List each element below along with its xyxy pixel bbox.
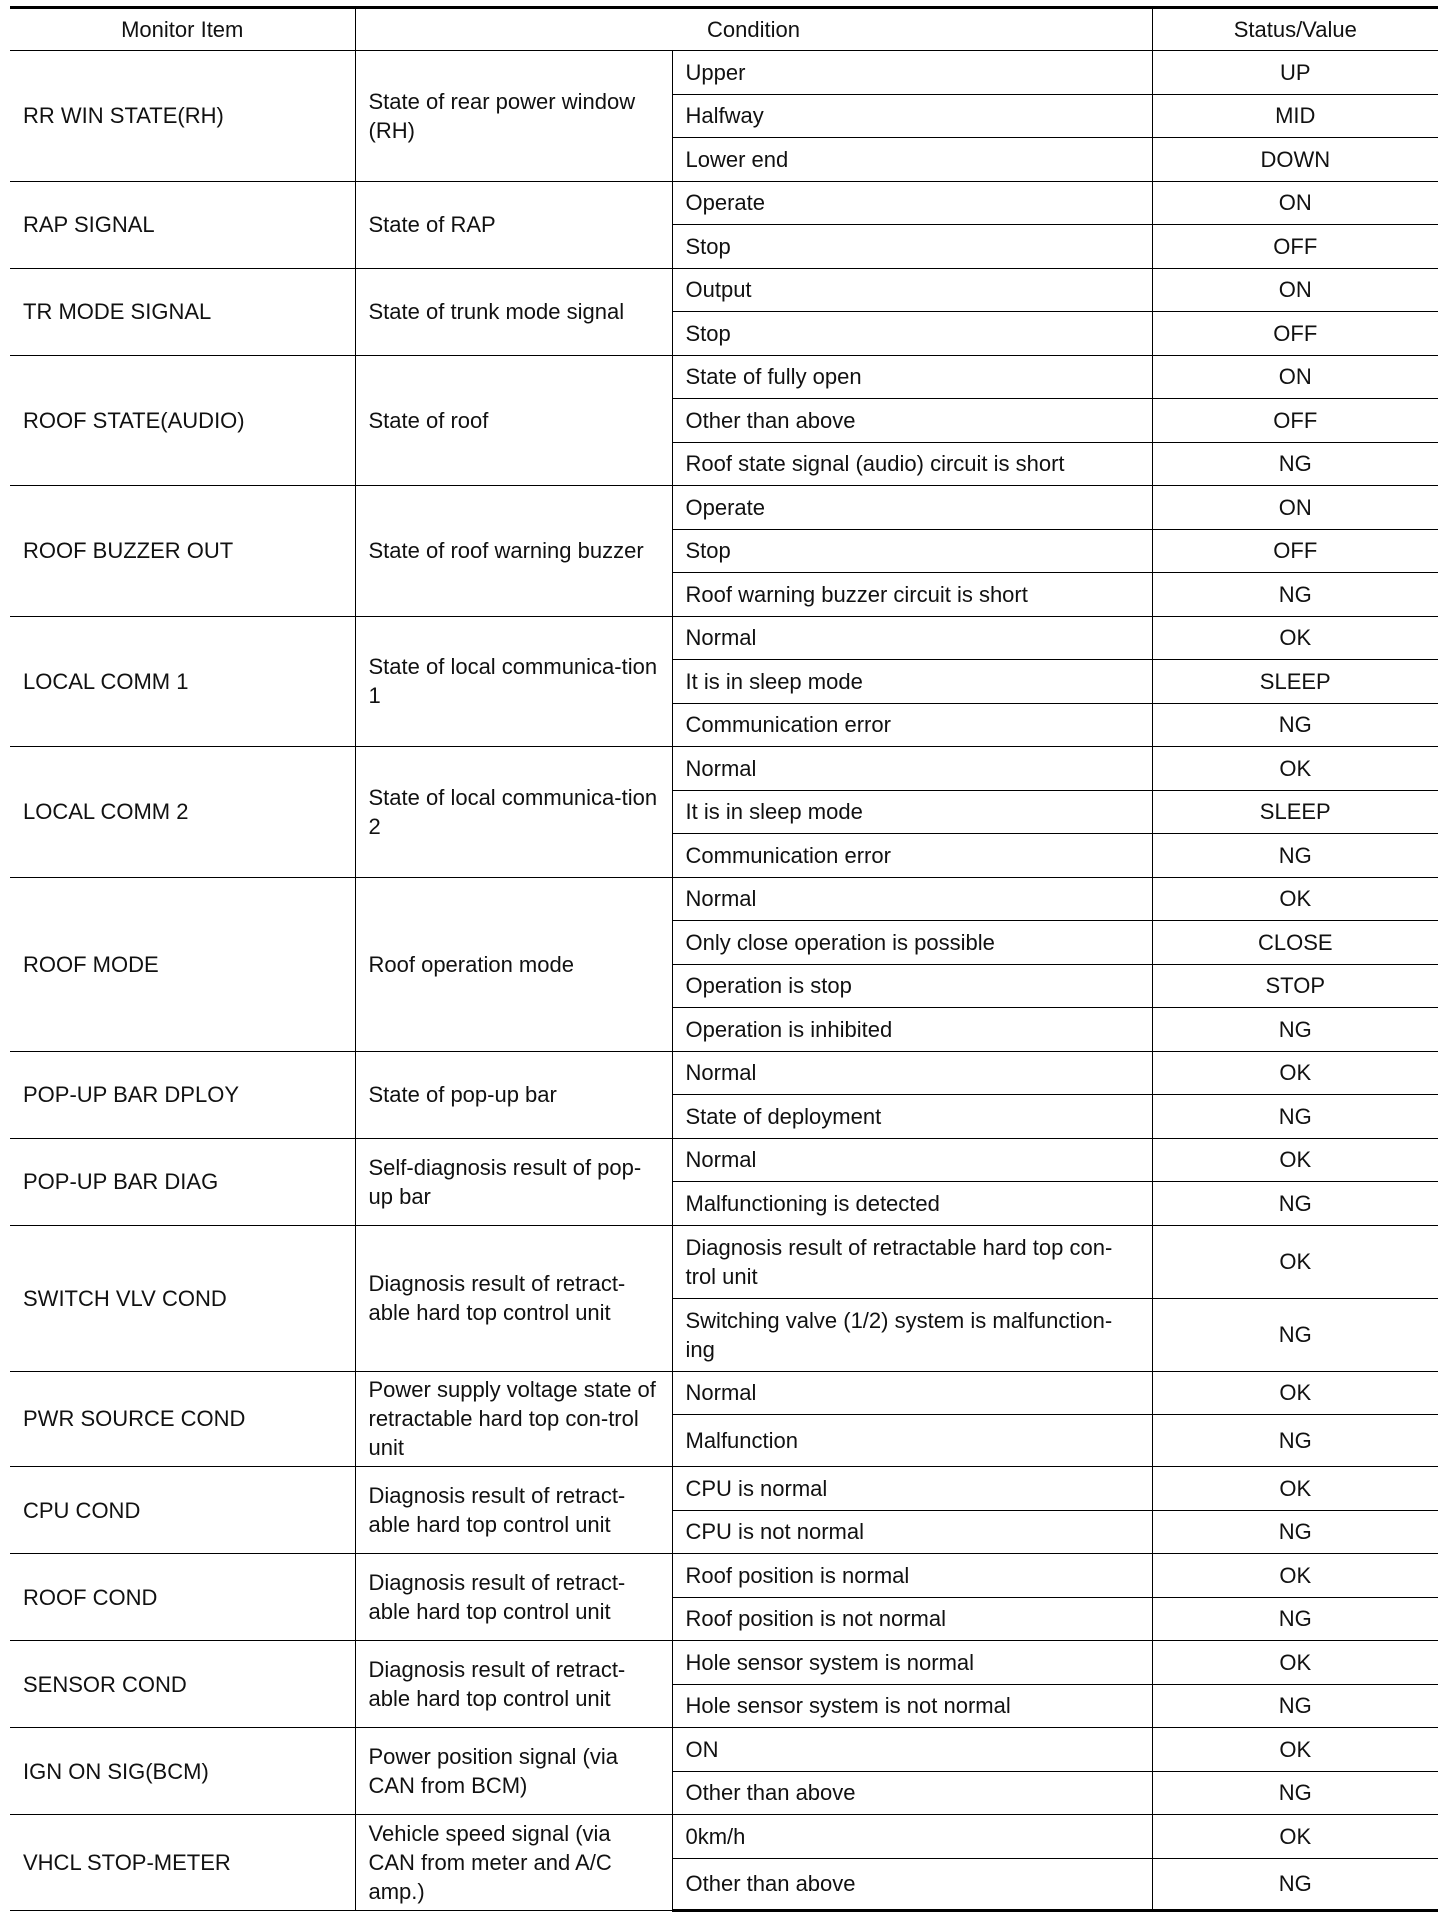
table-row [10,747,1438,791]
monitor-item-cell: ROOF MODE [10,877,355,1051]
status-value-cell: OFF [1152,312,1438,356]
status-value-cell: OK [1152,1225,1438,1298]
status-value-cell: ON [1152,181,1438,225]
status-value-cell: NG [1152,1771,1438,1815]
monitor-item-cell: ROOF STATE(AUDIO) [10,355,355,486]
condition-detail-cell: Switching valve (1/2) system is malfunction-ing [672,1298,1152,1371]
status-value-cell: OK [1152,1467,1438,1511]
status-value-cell: NG [1152,1095,1438,1139]
monitor-item-cell: VHCL STOP-METER [10,1815,355,1911]
table-row [10,268,1438,312]
condition-detail-cell: Stop [672,529,1152,573]
monitor-item-cell: LOCAL COMM 1 [10,616,355,747]
condition-detail-cell: Hole sensor system is not normal [672,1684,1152,1728]
condition-description-cell: Power supply voltage state of retractable hard top con-trol unit [355,1371,672,1467]
monitor-item-table [10,6,1438,1912]
status-value-cell: OK [1152,747,1438,791]
condition-detail-cell: State of fully open [672,355,1152,399]
condition-detail-cell: Other than above [672,1771,1152,1815]
condition-detail-cell: Communication error [672,703,1152,747]
condition-description-cell: Self-diagnosis result of pop-up bar [355,1138,672,1225]
status-value-cell: NG [1152,1684,1438,1728]
monitor-item-cell: SENSOR COND [10,1641,355,1728]
table-row [10,1051,1438,1095]
condition-detail-cell: Normal [672,1371,1152,1415]
condition-detail-cell: It is in sleep mode [672,660,1152,704]
condition-description-cell: State of local communica-tion 2 [355,747,672,878]
condition-detail-cell: Normal [672,747,1152,791]
status-value-cell: OK [1152,1138,1438,1182]
condition-detail-cell: CPU is not normal [672,1510,1152,1554]
status-value-cell: ON [1152,268,1438,312]
condition-detail-cell: Normal [672,877,1152,921]
status-value-cell: NG [1152,834,1438,878]
condition-detail-cell: Roof position is normal [672,1554,1152,1598]
status-value-cell: NG [1152,1597,1438,1641]
condition-description-cell: Diagnosis result of retract-able hard top control unit [355,1554,672,1641]
condition-detail-cell: Hole sensor system is normal [672,1641,1152,1685]
condition-description-cell: Diagnosis result of retract-able hard top control unit [355,1641,672,1728]
condition-detail-cell: Upper [672,51,1152,95]
condition-description-cell: State of rear power window (RH) [355,51,672,182]
status-value-cell: NG [1152,573,1438,617]
status-value-cell: OFF [1152,225,1438,269]
monitor-item-cell: RAP SIGNAL [10,181,355,268]
monitor-item-cell: TR MODE SIGNAL [10,268,355,355]
condition-detail-cell: Malfunction [672,1415,1152,1467]
table-row [10,181,1438,225]
condition-description-cell: Diagnosis result of retract-able hard top control unit [355,1225,672,1371]
status-value-cell: OK [1152,1051,1438,1095]
table-header [10,8,1438,51]
condition-detail-cell: Operate [672,181,1152,225]
condition-detail-cell: CPU is normal [672,1467,1152,1511]
condition-detail-cell: Diagnosis result of retractable hard top con-trol unit [672,1225,1152,1298]
table-row [10,877,1438,921]
status-value-cell: NG [1152,1510,1438,1554]
condition-description-cell: State of trunk mode signal [355,268,672,355]
monitor-item-cell: SWITCH VLV COND [10,1225,355,1371]
table-row [10,1467,1438,1511]
condition-detail-cell: Other than above [672,399,1152,443]
monitor-item-cell: POP-UP BAR DPLOY [10,1051,355,1138]
status-value-cell: OK [1152,616,1438,660]
header-condition: Condition [355,8,1152,51]
condition-detail-cell: Operation is inhibited [672,1008,1152,1052]
condition-detail-cell: Normal [672,1138,1152,1182]
status-value-cell: OK [1152,1815,1438,1859]
table-row [10,51,1438,95]
condition-detail-cell: Other than above [672,1858,1152,1910]
condition-detail-cell: It is in sleep mode [672,790,1152,834]
status-value-cell: OK [1152,1728,1438,1772]
table-row [10,1815,1438,1859]
condition-description-cell: Power position signal (via CAN from BCM) [355,1728,672,1815]
status-value-cell: DOWN [1152,138,1438,182]
condition-description-cell: State of local communica-tion 1 [355,616,672,747]
status-value-cell: SLEEP [1152,660,1438,704]
condition-description-cell: Diagnosis result of retract-able hard top control unit [355,1467,672,1554]
condition-description-cell: Roof operation mode [355,877,672,1051]
condition-detail-cell: Operate [672,486,1152,530]
monitor-item-cell: IGN ON SIG(BCM) [10,1728,355,1815]
condition-description-cell: State of RAP [355,181,672,268]
condition-detail-cell: 0km/h [672,1815,1152,1859]
table-row [10,1728,1438,1772]
status-value-cell: NG [1152,1415,1438,1467]
status-value-cell: SLEEP [1152,790,1438,834]
condition-detail-cell: Malfunctioning is detected [672,1182,1152,1226]
table-body [10,51,1438,1911]
status-value-cell: OFF [1152,399,1438,443]
table-row [10,1554,1438,1598]
condition-detail-cell: Normal [672,616,1152,660]
table-row [10,1641,1438,1685]
condition-detail-cell: Operation is stop [672,964,1152,1008]
header-monitor-item: Monitor Item [10,8,355,51]
table-row [10,1138,1438,1182]
status-value-cell: STOP [1152,964,1438,1008]
status-value-cell: NG [1152,1182,1438,1226]
monitor-item-cell: CPU COND [10,1467,355,1554]
condition-detail-cell: Stop [672,225,1152,269]
condition-description-cell: State of roof [355,355,672,486]
condition-detail-cell: Roof state signal (audio) circuit is short [672,442,1152,486]
status-value-cell: CLOSE [1152,921,1438,965]
status-value-cell: OK [1152,1641,1438,1685]
monitor-item-cell: POP-UP BAR DIAG [10,1138,355,1225]
monitor-item-cell: ROOF BUZZER OUT [10,486,355,617]
status-value-cell: ON [1152,486,1438,530]
condition-description-cell: Vehicle speed signal (via CAN from meter and A/C amp.) [355,1815,672,1911]
status-value-cell: UP [1152,51,1438,95]
status-value-cell: OK [1152,1554,1438,1598]
status-value-cell: MID [1152,94,1438,138]
condition-detail-cell: Normal [672,1051,1152,1095]
status-value-cell: OK [1152,1371,1438,1415]
monitor-table-container [10,6,1438,1912]
monitor-item-cell: RR WIN STATE(RH) [10,51,355,182]
condition-description-cell: State of roof warning buzzer [355,486,672,617]
table-row [10,486,1438,530]
monitor-item-cell: LOCAL COMM 2 [10,747,355,878]
condition-detail-cell: Roof position is not normal [672,1597,1152,1641]
condition-detail-cell: State of deployment [672,1095,1152,1139]
condition-detail-cell: Output [672,268,1152,312]
table-row [10,616,1438,660]
condition-detail-cell: Lower end [672,138,1152,182]
condition-detail-cell: Only close operation is possible [672,921,1152,965]
status-value-cell: OK [1152,877,1438,921]
header-row [10,8,1438,51]
condition-detail-cell: Roof warning buzzer circuit is short [672,573,1152,617]
monitor-item-cell: ROOF COND [10,1554,355,1641]
header-status-value: Status/Value [1152,8,1438,51]
condition-detail-cell: Halfway [672,94,1152,138]
status-value-cell: NG [1152,1858,1438,1910]
status-value-cell: NG [1152,1008,1438,1052]
table-row [10,1225,1438,1298]
condition-detail-cell: Stop [672,312,1152,356]
monitor-item-cell: PWR SOURCE COND [10,1371,355,1467]
condition-description-cell: State of pop-up bar [355,1051,672,1138]
status-value-cell: OFF [1152,529,1438,573]
status-value-cell: NG [1152,703,1438,747]
status-value-cell: NG [1152,442,1438,486]
status-value-cell: ON [1152,355,1438,399]
condition-detail-cell: Communication error [672,834,1152,878]
table-row [10,1371,1438,1415]
condition-detail-cell: ON [672,1728,1152,1772]
table-row [10,355,1438,399]
status-value-cell: NG [1152,1298,1438,1371]
